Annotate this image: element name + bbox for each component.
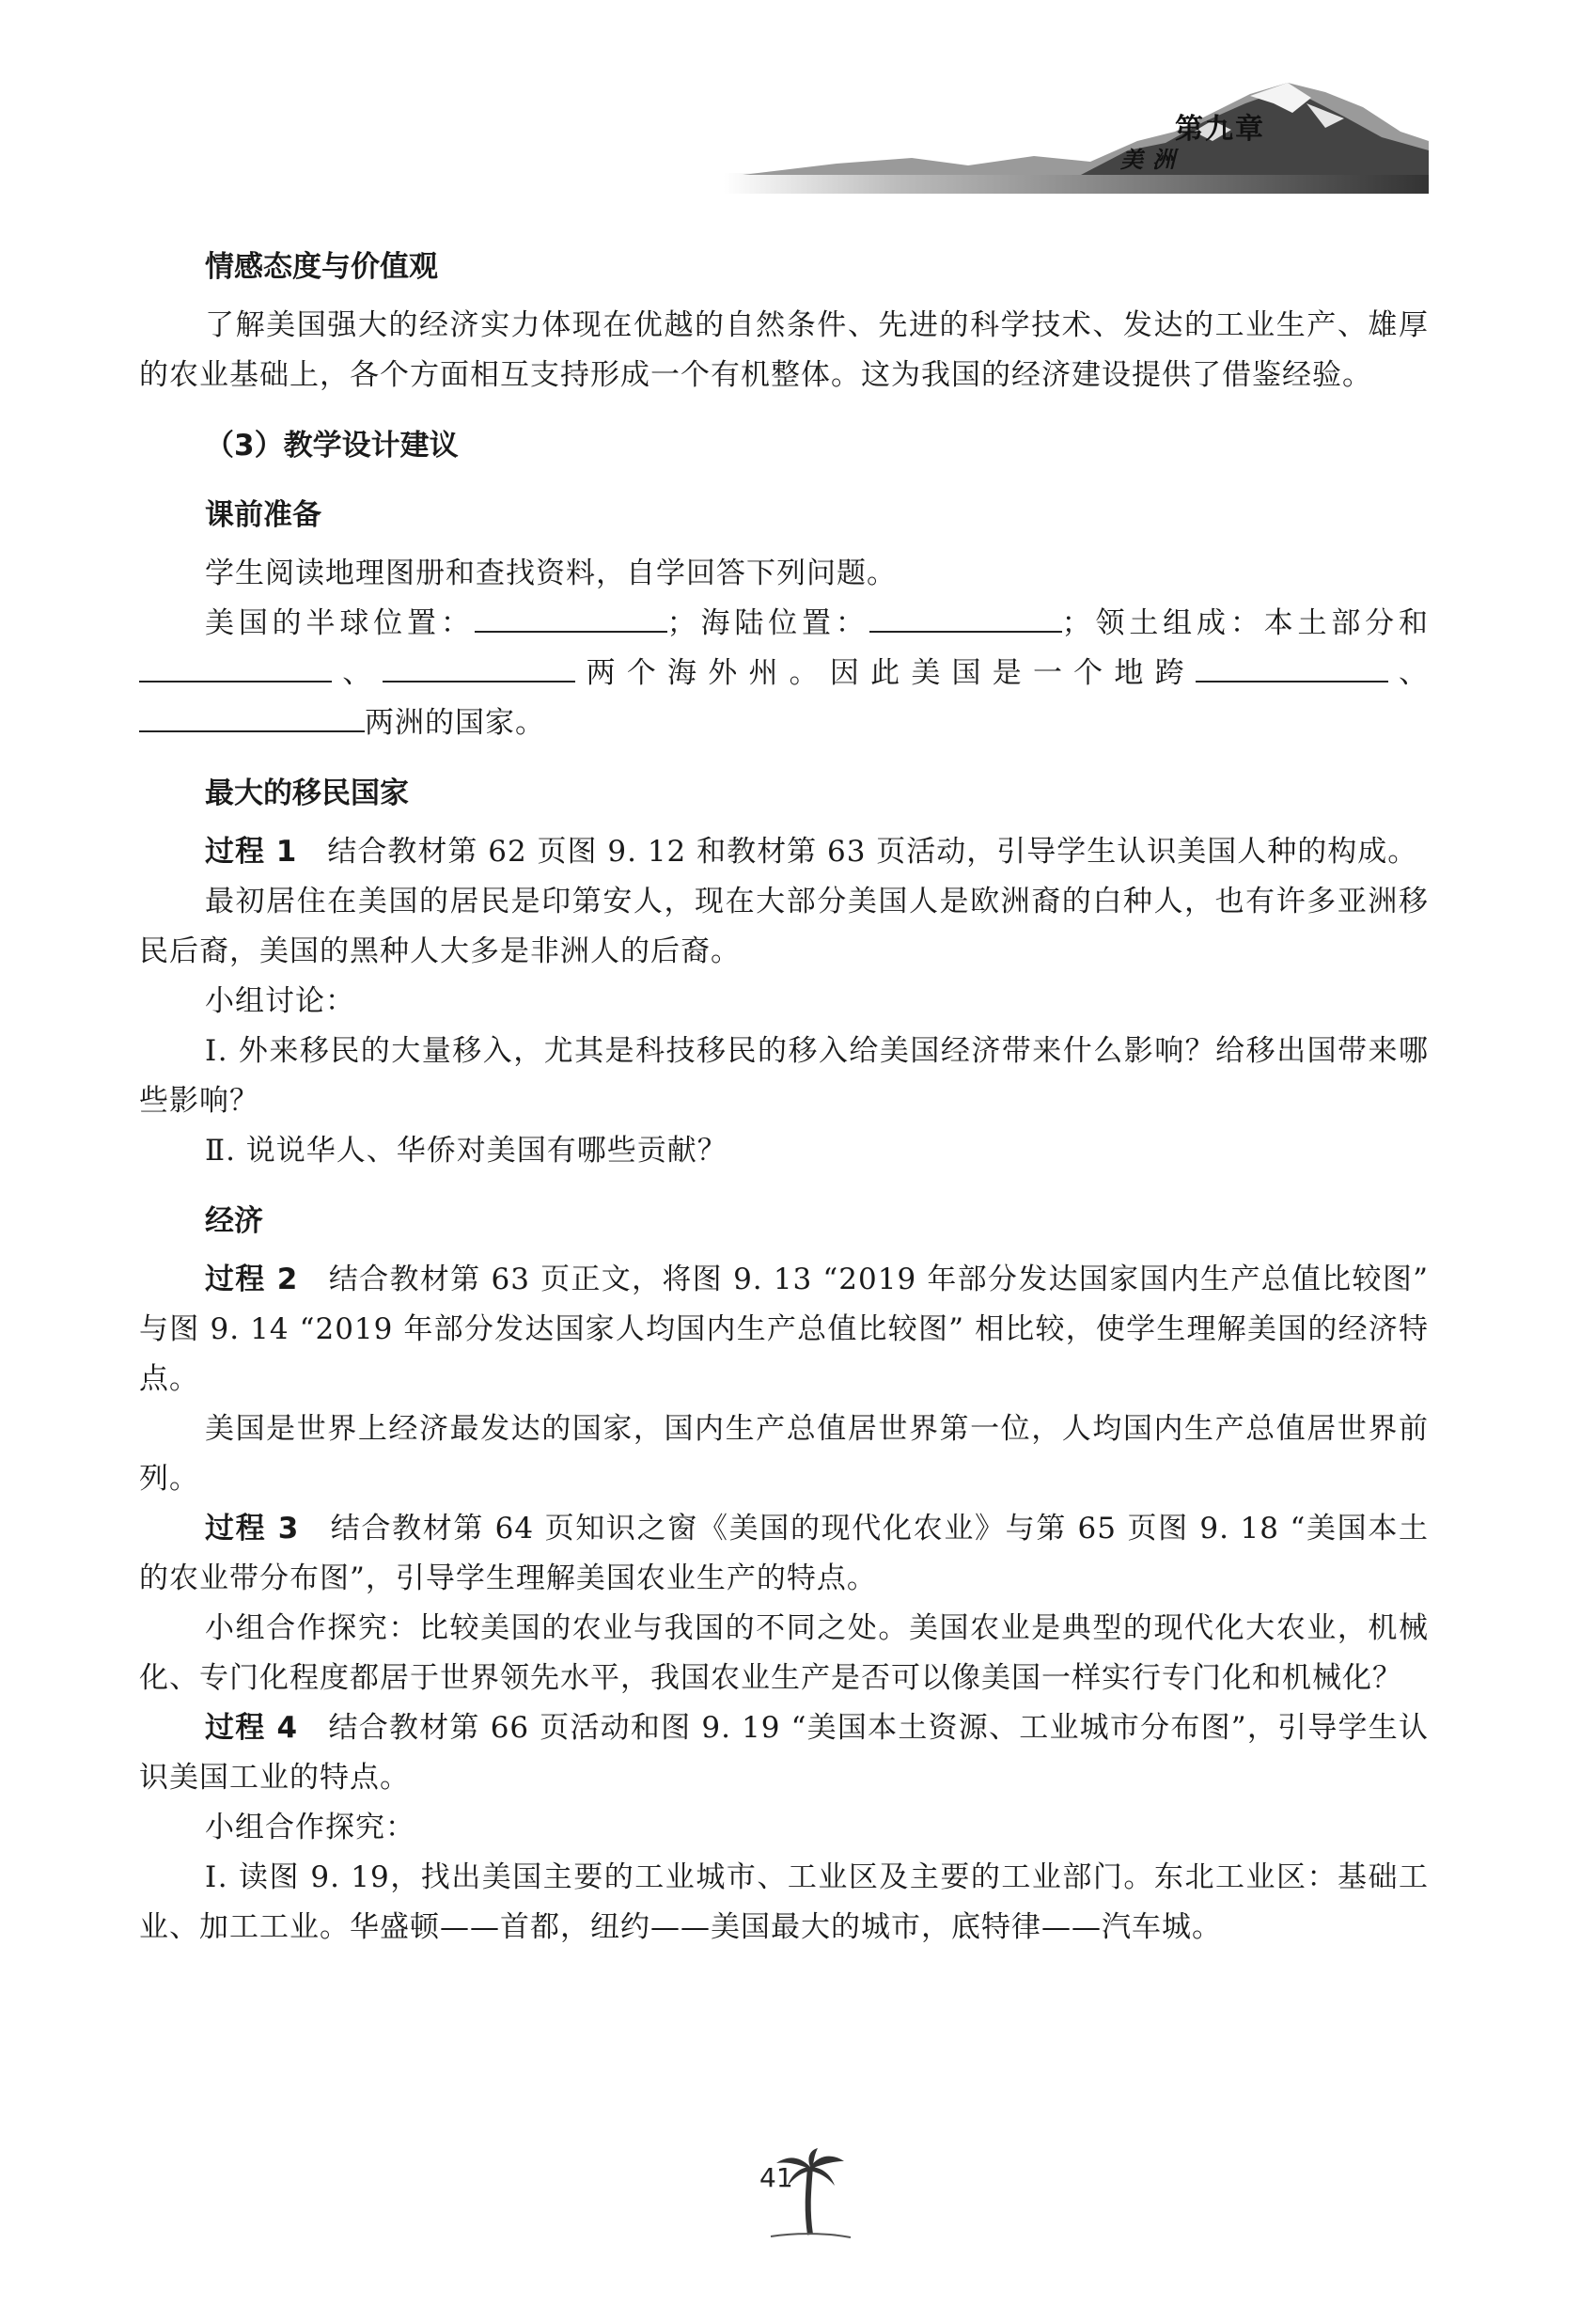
question-text-c: ；领土组成：本土部分和 [1061,606,1430,640]
question-text-a: 美国的半球位置： [205,606,475,640]
blank-continent-1 [1196,651,1388,682]
heading-prep: 课前准备 [205,498,321,532]
process-1-label: 过程 1 [205,835,298,869]
process-4 [139,1703,1429,1803]
paragraph-economy: 美国是世界上经济最发达的国家，国内生产总值居世界第一位，人均国内生产总值居世界前列。 [139,1412,1429,1496]
question-text-g: 两洲的国家。 [365,706,545,740]
paragraph-immigration: 最初居住在美国的居民是印第安人，现在大部分美国人是欧洲裔的白种人，也有许多亚洲移民后裔，美国的黑种人大多是非洲人的后裔。 [139,885,1429,968]
question-text-f: 、 [1387,656,1430,690]
heading-values: 情感态度与价值观 [205,250,438,284]
heading-design: （3）教学设计建议 [205,429,459,463]
paragraph-values: 了解美国强大的经济实力体现在优越的自然条件、先进的科学技术、发达的工业生产、雄厚的农业基础上，各个方面相互支持形成一个有机整体。这为我国的经济建设提供了借鉴经验。 [139,308,1429,392]
process-4-text: 结合教材第 66 页活动和图 9. 19 “美国本土资源、工业城市分布图”，引导学生认识美国工业的特点。 [139,1711,1429,1795]
process-3-label: 过程 3 [205,1512,300,1545]
process-2-label: 过程 2 [205,1263,299,1296]
blank-hemisphere [475,601,667,633]
paragraph-agriculture: 小组合作探究：比较美国的农业与我国的不同之处。美国农业是典型的现代化大农业，机械化、专门化程度都居于世界领先水平，我国农业生产是否可以像美国一样实行专门化和机械化？ [139,1611,1429,1695]
heading-economy: 经济 [205,1204,263,1238]
question-text-d: 、 [332,656,383,690]
process-3 [139,1504,1429,1604]
header-mountain-illustration [724,75,1429,197]
blank-continent-2 [139,700,365,732]
blank-state-1 [139,651,332,682]
question-text-b: ；海陆位置： [666,606,869,640]
cooperation-item-1: Ⅰ. 读图 9. 19，找出美国主要的工业城市、工业区及主要的工业部门。东北工业区：基础工业、加工工业。华盛顿——首都，纽约——美国最大的城市，底特律——汽车城。 [139,1860,1429,1944]
discussion-item-1: Ⅰ. 外来移民的大量移入，尤其是科技移民的移入给美国经济带来什么影响？给移出国带来哪些影响？ [139,1034,1429,1118]
process-2-text: 结合教材第 63 页正文，将图 9. 13 “2019 年部分发达国家国内生产总值比较图” 与图 9. 14 “2019 年部分发达国家人均国内生产总值比较图” 相比较，使学生理解美国的经济特点。 [139,1263,1429,1396]
blank-sea-land [869,601,1062,633]
fill-in-question [139,599,1429,748]
process-1 [139,827,1429,877]
chapter-subtitle: 美洲 [1120,147,1184,173]
process-3-text: 结合教材第 64 页知识之窗《美国的现代化农业》与第 65 页图 9. 18 “美国本土的农业带分布图”，引导学生理解美国农业生产的特点。 [139,1512,1429,1595]
heading-immigration: 最大的移民国家 [205,777,409,810]
discussion-label: 小组讨论： [205,984,355,1018]
process-2 [139,1255,1429,1404]
blank-state-2 [383,651,575,682]
process-4-label: 过程 4 [205,1711,299,1745]
discussion-item-2: Ⅱ. 说说华人、华侨对美国有哪些贡献？ [205,1134,728,1168]
page-content [139,243,1429,1953]
page-number: 41 [759,2162,793,2193]
paragraph-prep: 学生阅读地理图册和查找资料，自学回答下列问题。 [205,557,897,590]
process-1-text: 结合教材第 62 页图 9. 12 和教材第 63 页活动，引导学生认识美国人种的构成。 [297,835,1418,869]
chapter-title: 第九章 [1175,113,1265,146]
question-text-e: 两个海外州。因此美国是一个地跨 [575,656,1196,690]
cooperation-label: 小组合作探究： [205,1811,415,1844]
